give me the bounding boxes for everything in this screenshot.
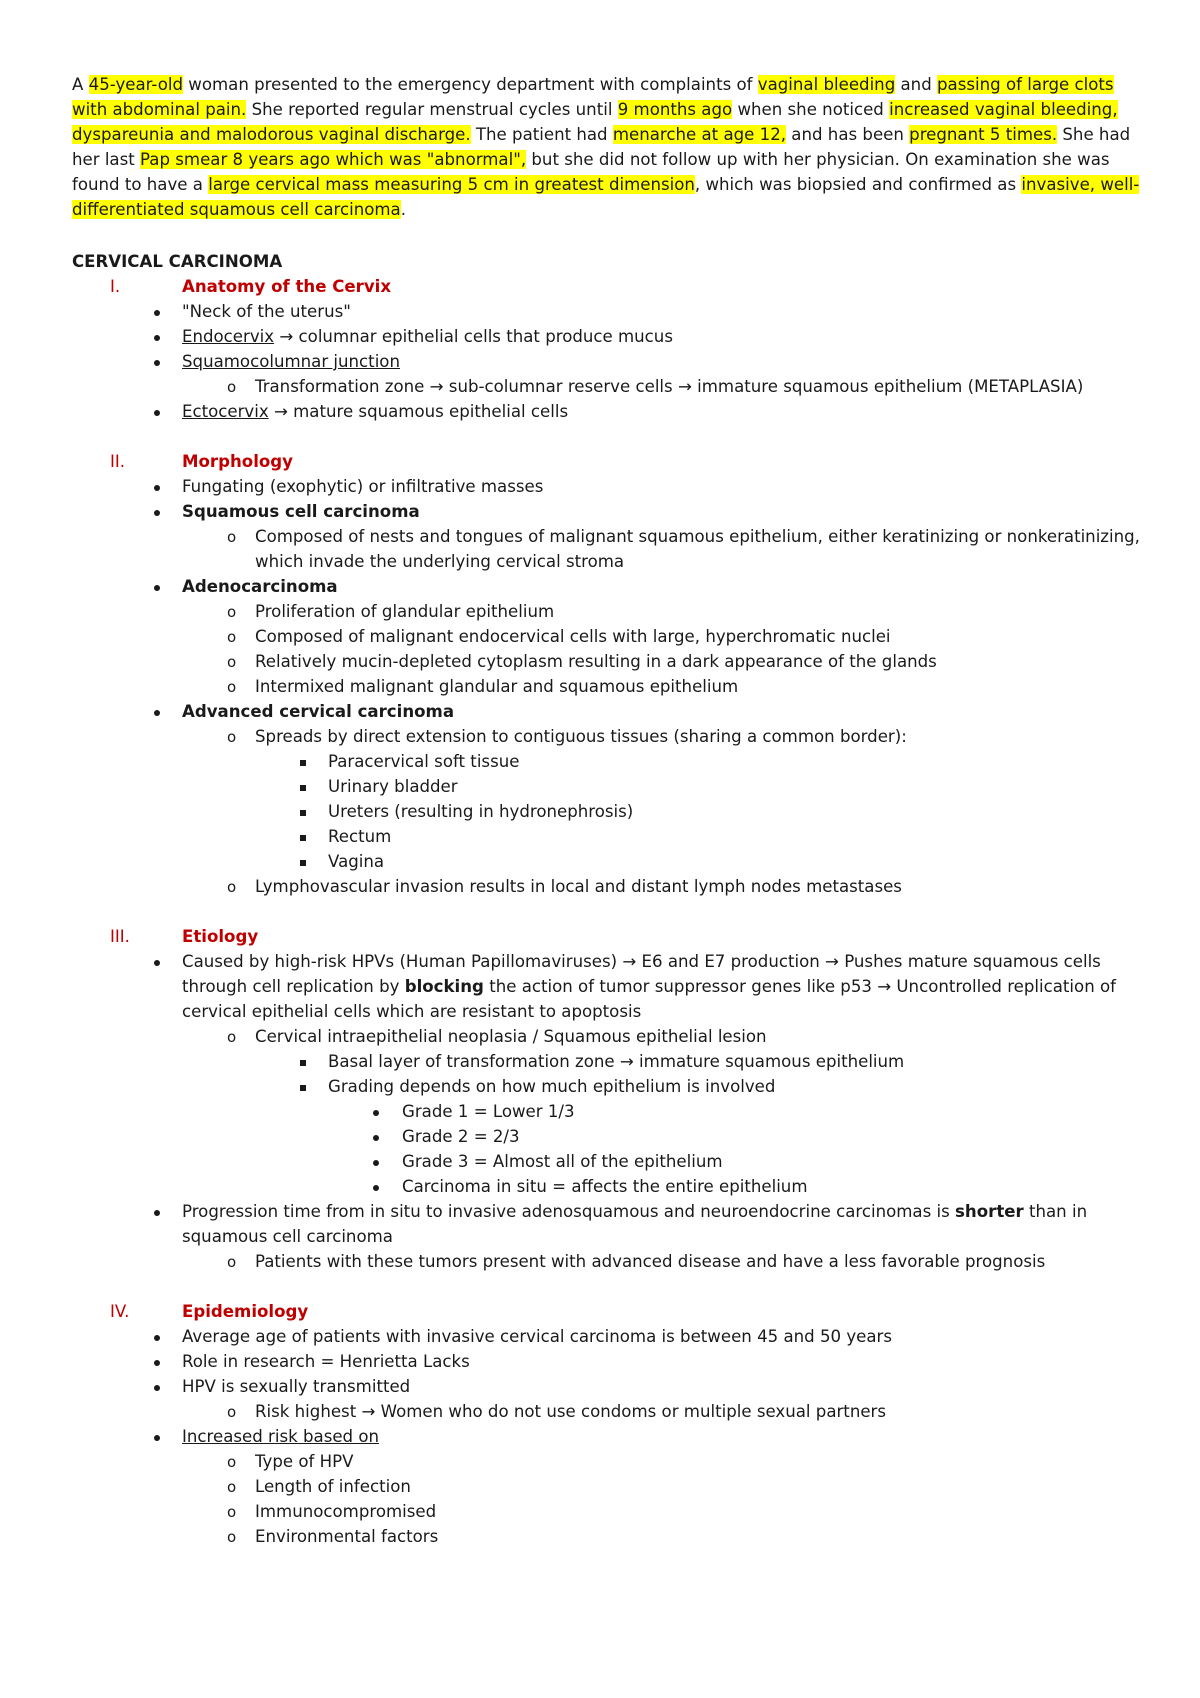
list-item bbox=[72, 599, 1140, 624]
list-item bbox=[72, 674, 1140, 699]
list-item bbox=[72, 824, 1140, 849]
list-item bbox=[72, 749, 1140, 774]
list-item-text bbox=[328, 849, 1140, 874]
paragraph-text: and bbox=[895, 75, 938, 94]
filled-circle-icon bbox=[154, 1324, 160, 1349]
bold-text: shorter bbox=[955, 1202, 1024, 1221]
list-item-text bbox=[255, 1399, 1140, 1424]
list-item-text bbox=[402, 1124, 1140, 1149]
filled-circle-icon bbox=[373, 1174, 379, 1199]
hollow-o-icon: o bbox=[227, 1503, 237, 1521]
section-heading bbox=[72, 1299, 1140, 1324]
paragraph-text: A bbox=[72, 75, 89, 94]
item-text: Ureters (resulting in hydronephrosis) bbox=[328, 802, 634, 821]
paragraph-text: She had her last bbox=[72, 125, 1131, 169]
item-text: Intermixed malignant glandular and squamous epithelium bbox=[255, 677, 739, 696]
item-text: Composed of malignant endocervical cells with large, hyperchromatic nuclei bbox=[255, 627, 891, 646]
item-text: the action of tumor suppressor genes like p53 → Uncontrolled replication of cervical epithelial cells which are resistant to apoptosis bbox=[182, 977, 1116, 1021]
list-item bbox=[72, 699, 1140, 724]
list-item bbox=[72, 1249, 1140, 1274]
section-morphology bbox=[72, 449, 1140, 899]
list-item bbox=[72, 399, 1140, 424]
list-item bbox=[72, 649, 1140, 674]
paragraph-text: but she did not follow up with her physician. On examination she was found to have a bbox=[72, 150, 1110, 194]
hollow-o-icon: o bbox=[227, 1028, 237, 1046]
list-item bbox=[72, 1099, 1140, 1124]
paragraph-text: and has been bbox=[786, 125, 910, 144]
section-title: Etiology bbox=[182, 927, 259, 946]
filled-square-icon bbox=[300, 1049, 306, 1074]
list-item bbox=[72, 349, 1140, 374]
highlighted-text: invasive, well-differentiated squamous cell carcinoma bbox=[72, 175, 1140, 219]
section-heading bbox=[72, 449, 1140, 474]
item-text: Paracervical soft tissue bbox=[328, 752, 520, 771]
list-item bbox=[72, 1424, 1140, 1449]
list-item bbox=[72, 1449, 1140, 1474]
item-text: Type of HPV bbox=[255, 1452, 354, 1471]
filled-circle-icon bbox=[154, 399, 160, 424]
bold-text: Advanced cervical carcinoma bbox=[182, 702, 455, 721]
item-text: Vagina bbox=[328, 852, 385, 871]
list-item bbox=[72, 874, 1140, 899]
list-item-text bbox=[182, 349, 1140, 374]
section-title: Anatomy of the Cervix bbox=[182, 277, 392, 296]
underlined-text: Increased risk based on bbox=[182, 1427, 380, 1446]
filled-circle-icon bbox=[154, 949, 160, 974]
filled-square-icon bbox=[300, 824, 306, 849]
item-text: Role in research = Henrietta Lacks bbox=[182, 1352, 470, 1371]
highlighted-text: Pap smear 8 years ago which was "abnormal", bbox=[140, 150, 527, 169]
item-text: Grading depends on how much epithelium is involved bbox=[328, 1077, 776, 1096]
paragraph-text: . bbox=[400, 200, 406, 219]
filled-circle-icon bbox=[154, 1374, 160, 1399]
list-item-text bbox=[255, 1474, 1140, 1499]
hollow-o-icon: o bbox=[227, 378, 237, 396]
list-item-text bbox=[255, 1024, 1140, 1049]
highlighted-text: passing of large clots with abdominal pain. bbox=[72, 75, 1114, 119]
filled-circle-icon bbox=[154, 474, 160, 499]
list-item-text bbox=[182, 474, 1140, 499]
list-item-text bbox=[255, 874, 1140, 899]
case-paragraph bbox=[72, 72, 1140, 222]
bold-text: blocking bbox=[404, 977, 484, 996]
filled-circle-icon bbox=[154, 499, 160, 524]
list-item bbox=[72, 724, 1140, 749]
section-anatomy-of-the-cervix bbox=[72, 274, 1140, 424]
hollow-o-icon: o bbox=[227, 1528, 237, 1546]
list-item-text bbox=[182, 1199, 1140, 1249]
filled-circle-icon bbox=[154, 349, 160, 374]
list-item-text bbox=[255, 1524, 1140, 1549]
list-item-text bbox=[255, 374, 1140, 399]
underlined-text: Squamocolumnar junction bbox=[182, 352, 400, 371]
hollow-o-icon: o bbox=[227, 678, 237, 696]
item-text: Basal layer of transformation zone → immature squamous epithelium bbox=[328, 1052, 905, 1071]
list-item-text bbox=[182, 699, 1140, 724]
list-item-text bbox=[402, 1149, 1140, 1174]
filled-circle-icon bbox=[373, 1099, 379, 1124]
list-item bbox=[72, 1374, 1140, 1399]
underlined-text: Ectocervix bbox=[182, 402, 269, 421]
list-item-text bbox=[182, 399, 1140, 424]
filled-circle-icon bbox=[154, 299, 160, 324]
item-text: Environmental factors bbox=[255, 1527, 439, 1546]
bold-text: Adenocarcinoma bbox=[182, 577, 338, 596]
list-item bbox=[72, 1499, 1140, 1524]
list-item-text bbox=[255, 1449, 1140, 1474]
list-item bbox=[72, 1324, 1140, 1349]
item-text: "Neck of the uterus" bbox=[182, 302, 351, 321]
list-item bbox=[72, 849, 1140, 874]
item-text: Lymphovascular invasion results in local and distant lymph nodes metastases bbox=[255, 877, 902, 896]
paragraph-text: She reported regular menstrual cycles until bbox=[246, 100, 618, 119]
list-item-text bbox=[182, 499, 1140, 524]
list-item-text bbox=[328, 749, 1140, 774]
list-item bbox=[72, 1199, 1140, 1249]
highlighted-text: 9 months ago bbox=[617, 100, 733, 119]
paragraph-text: The patient had bbox=[470, 125, 613, 144]
list-item bbox=[72, 799, 1140, 824]
list-item bbox=[72, 1124, 1140, 1149]
list-item bbox=[72, 624, 1140, 649]
section-numeral: I. bbox=[110, 277, 121, 296]
list-item-text bbox=[182, 1374, 1140, 1399]
list-item-text bbox=[255, 524, 1140, 574]
list-item bbox=[72, 1524, 1140, 1549]
list-item bbox=[72, 499, 1140, 524]
item-text: Immunocompromised bbox=[255, 1502, 437, 1521]
section-numeral: IV. bbox=[110, 1302, 130, 1321]
item-text: Urinary bladder bbox=[328, 777, 458, 796]
item-text: → columnar epithelial cells that produce mucus bbox=[274, 327, 673, 346]
section-heading bbox=[72, 274, 1140, 299]
highlighted-text: pregnant 5 times. bbox=[909, 125, 1058, 144]
list-item-text bbox=[182, 1424, 1140, 1449]
list-item bbox=[72, 949, 1140, 1024]
hollow-o-icon: o bbox=[227, 603, 237, 621]
filled-square-icon bbox=[300, 1074, 306, 1099]
list-item bbox=[72, 1049, 1140, 1074]
filled-circle-icon bbox=[154, 574, 160, 599]
list-item bbox=[72, 774, 1140, 799]
list-item bbox=[72, 299, 1140, 324]
item-text: Transformation zone → sub-columnar reserve cells → immature squamous epithelium (METAPLASIA) bbox=[255, 377, 1084, 396]
item-text: Grade 3 = Almost all of the epithelium bbox=[402, 1152, 723, 1171]
item-text: Length of infection bbox=[255, 1477, 411, 1496]
item-text: Rectum bbox=[328, 827, 392, 846]
item-text: Caused by high-risk HPVs (Human Papillomaviruses) → E6 and E7 production → Pushes mature squamous cells through cell replication by bbox=[182, 952, 1101, 996]
highlighted-text: large cervical mass measuring 5 cm in greatest dimension bbox=[208, 175, 695, 194]
hollow-o-icon: o bbox=[227, 1403, 237, 1421]
list-item bbox=[72, 574, 1140, 599]
list-item bbox=[72, 1349, 1140, 1374]
hollow-o-icon: o bbox=[227, 878, 237, 896]
hollow-o-icon: o bbox=[227, 628, 237, 646]
hollow-o-icon: o bbox=[227, 1253, 237, 1271]
list-item-text bbox=[402, 1174, 1140, 1199]
list-item-text bbox=[328, 1074, 1140, 1099]
item-text: Risk highest → Women who do not use condoms or multiple sexual partners bbox=[255, 1402, 887, 1421]
section-numeral: III. bbox=[110, 927, 130, 946]
filled-circle-icon bbox=[373, 1124, 379, 1149]
highlighted-text: 45-year-old bbox=[88, 75, 184, 94]
hollow-o-icon: o bbox=[227, 528, 237, 546]
item-text: Grade 1 = Lower 1/3 bbox=[402, 1102, 575, 1121]
list-item-text bbox=[182, 324, 1140, 349]
list-item bbox=[72, 1024, 1140, 1049]
bold-text: Squamous cell carcinoma bbox=[182, 502, 420, 521]
list-item bbox=[72, 1474, 1140, 1499]
item-text: HPV is sexually transmitted bbox=[182, 1377, 411, 1396]
list-item-text bbox=[182, 949, 1140, 1024]
section-epidemiology bbox=[72, 1299, 1140, 1549]
paragraph-text: woman presented to the emergency department with complaints of bbox=[183, 75, 758, 94]
paragraph-text: when she noticed bbox=[732, 100, 890, 119]
filled-circle-icon bbox=[154, 1424, 160, 1449]
list-item bbox=[72, 1174, 1140, 1199]
list-item-text bbox=[182, 1349, 1140, 1374]
list-item-text bbox=[182, 299, 1140, 324]
filled-circle-icon bbox=[154, 699, 160, 724]
list-item-text bbox=[328, 824, 1140, 849]
list-item-text bbox=[182, 1324, 1140, 1349]
list-item bbox=[72, 1399, 1140, 1424]
list-item-text bbox=[255, 599, 1140, 624]
item-text: Spreads by direct extension to contiguous tissues (sharing a common border): bbox=[255, 727, 907, 746]
item-text: Progression time from in situ to invasive adenosquamous and neuroendocrine carcinomas is bbox=[182, 1202, 956, 1221]
hollow-o-icon: o bbox=[227, 1478, 237, 1496]
item-text: Grade 2 = 2/3 bbox=[402, 1127, 520, 1146]
item-text: Carcinoma in situ = affects the entire epithelium bbox=[402, 1177, 808, 1196]
hollow-o-icon: o bbox=[227, 653, 237, 671]
item-text: Average age of patients with invasive cervical carcinoma is between 45 and 50 years bbox=[182, 1327, 893, 1346]
list-item bbox=[72, 524, 1140, 574]
filled-circle-icon bbox=[154, 1199, 160, 1224]
underlined-text: Endocervix bbox=[182, 327, 275, 346]
item-text: Proliferation of glandular epithelium bbox=[255, 602, 555, 621]
item-text: → mature squamous epithelial cells bbox=[268, 402, 569, 421]
list-item-text bbox=[255, 674, 1140, 699]
highlighted-text: increased vaginal bleeding, dyspareunia and malodorous vaginal discharge. bbox=[72, 100, 1118, 144]
list-item-text bbox=[328, 799, 1140, 824]
hollow-o-icon: o bbox=[227, 1453, 237, 1471]
section-etiology bbox=[72, 924, 1140, 1274]
list-item bbox=[72, 324, 1140, 349]
item-text: than in squamous cell carcinoma bbox=[182, 1202, 1088, 1246]
highlighted-text: menarche at age 12, bbox=[612, 125, 787, 144]
sections-container bbox=[72, 274, 1140, 1549]
filled-square-icon bbox=[300, 799, 306, 824]
list-item bbox=[72, 374, 1140, 399]
list-item-text bbox=[255, 649, 1140, 674]
section-heading bbox=[72, 924, 1140, 949]
item-text: Cervical intraepithelial neoplasia / Squamous epithelial lesion bbox=[255, 1027, 767, 1046]
item-text: Relatively mucin-depleted cytoplasm resulting in a dark appearance of the glands bbox=[255, 652, 937, 671]
list-item-text bbox=[255, 724, 1140, 749]
item-text: Patients with these tumors present with advanced disease and have a less favorable prognosis bbox=[255, 1252, 1046, 1271]
filled-circle-icon bbox=[154, 1349, 160, 1374]
highlighted-text: vaginal bleeding bbox=[757, 75, 896, 94]
filled-square-icon bbox=[300, 749, 306, 774]
section-numeral: II. bbox=[110, 452, 126, 471]
list-item-text bbox=[402, 1099, 1140, 1124]
list-item-text bbox=[328, 774, 1140, 799]
list-item-text bbox=[255, 624, 1140, 649]
paragraph-text: , which was biopsied and confirmed as bbox=[694, 175, 1022, 194]
filled-circle-icon bbox=[373, 1149, 379, 1174]
list-item-text bbox=[255, 1499, 1140, 1524]
document-title: CERVICAL CARCINOMA bbox=[72, 252, 283, 271]
item-text: Fungating (exophytic) or infiltrative masses bbox=[182, 477, 544, 496]
list-item-text bbox=[182, 574, 1140, 599]
section-title: Epidemiology bbox=[182, 1302, 309, 1321]
filled-square-icon bbox=[300, 774, 306, 799]
item-text: Composed of nests and tongues of malignant squamous epithelium, either keratinizing or nonkeratinizing, which invade the underlying cervical stroma bbox=[255, 527, 1140, 571]
filled-square-icon bbox=[300, 849, 306, 874]
list-item bbox=[72, 1149, 1140, 1174]
list-item bbox=[72, 474, 1140, 499]
hollow-o-icon: o bbox=[227, 728, 237, 746]
list-item-text bbox=[255, 1249, 1140, 1274]
filled-circle-icon bbox=[154, 324, 160, 349]
list-item-text bbox=[328, 1049, 1140, 1074]
section-title: Morphology bbox=[182, 452, 293, 471]
list-item bbox=[72, 1074, 1140, 1099]
